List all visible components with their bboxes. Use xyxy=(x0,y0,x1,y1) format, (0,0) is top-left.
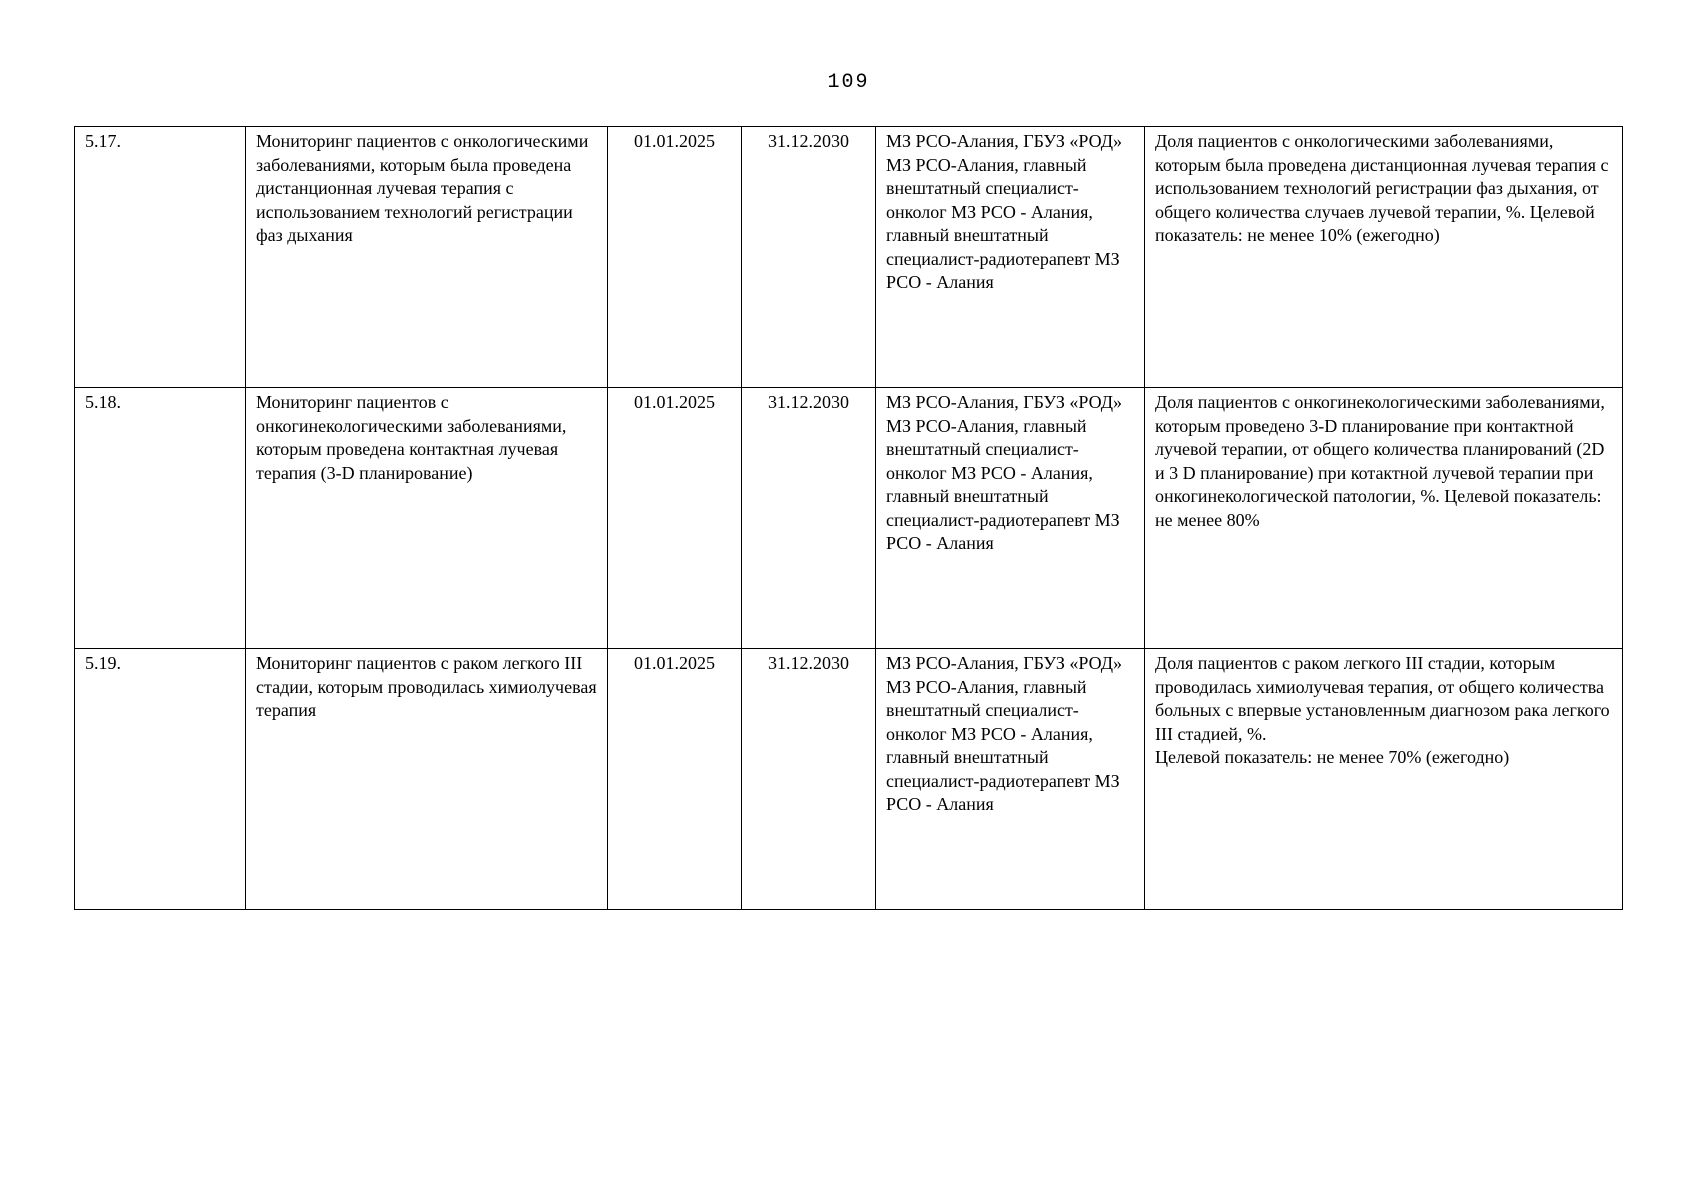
responsible-cell: МЗ РСО-Алания, ГБУЗ «РОД» МЗ РСО-Алания, главный внештатный специалист-онколог МЗ РСО - Алания, главный внештатный специалист-радиотерапевт МЗ РСО - Алания xyxy=(876,649,1145,910)
indicator-text: Доля пациентов с онкологическими заболеваниями, которым была проведена дистанционная лучевая терапия с использованием технологий регистрации фаз дыхания, от общего количества случаев лучевой терапии, %. Целевой показатель: не менее 10% (ежегодно) xyxy=(1155,131,1609,245)
end-date-cell: 31.12.2030 xyxy=(742,127,876,388)
start-date-cell: 01.01.2025 xyxy=(608,649,742,910)
measure-name-cell: Мониторинг пациентов с раком легкого III стадии, которым проводилась химиолучевая терапия xyxy=(246,649,608,910)
row-number-cell: 5.19. xyxy=(75,649,246,910)
measure-name-cell: Мониторинг пациентов с онкогинекологическими заболеваниями, которым проведена контактная лучевая терапия (3-D планирование) xyxy=(246,388,608,649)
start-date-cell: 01.01.2025 xyxy=(608,388,742,649)
responsible-cell: МЗ РСО-Алания, ГБУЗ «РОД» МЗ РСО-Алания, главный внештатный специалист-онколог МЗ РСО - Алания, главный внештатный специалист-радиотерапевт МЗ РСО - Алания xyxy=(876,127,1145,388)
responsible-cell: МЗ РСО-Алания, ГБУЗ «РОД» МЗ РСО-Алания, главный внештатный специалист-онколог МЗ РСО - Алания, главный внештатный специалист-радиотерапевт МЗ РСО - Алания xyxy=(876,388,1145,649)
indicator-target-text: Целевой показатель: не менее 70% (ежегодно) xyxy=(1155,747,1510,767)
measure-name-cell: Мониторинг пациентов с онкологическими заболеваниями, которым была проведена дистанционная лучевая терапия с использованием технологий регистрации фаз дыхания xyxy=(246,127,608,388)
measures-table xyxy=(74,126,1623,910)
table-row xyxy=(75,388,1623,649)
table-row xyxy=(75,127,1623,388)
end-date-cell: 31.12.2030 xyxy=(742,388,876,649)
start-date-cell: 01.01.2025 xyxy=(608,127,742,388)
indicator-cell xyxy=(1145,649,1623,910)
row-number-cell: 5.18. xyxy=(75,388,246,649)
indicator-cell xyxy=(1145,127,1623,388)
indicator-text: Доля пациентов с онкогинекологическими заболеваниями, которым проведено 3-D планирование при контактной лучевой терапии, от общего количества планирований (2D и 3 D планирование) при котактной лучевой терапии при онкогинекологической патологии, %. Целевой показатель: не менее 80% xyxy=(1155,392,1605,530)
indicator-cell xyxy=(1145,388,1623,649)
table-row xyxy=(75,649,1623,910)
row-number-cell: 5.17. xyxy=(75,127,246,388)
indicator-text: Доля пациентов с раком легкого III стадии, которым проводилась химиолучевая терапия, от общего количества больных с впервые установленным диагнозом рака легкого III стадией, %. xyxy=(1155,653,1610,744)
end-date-cell: 31.12.2030 xyxy=(742,649,876,910)
page-number: 109 xyxy=(827,71,870,94)
